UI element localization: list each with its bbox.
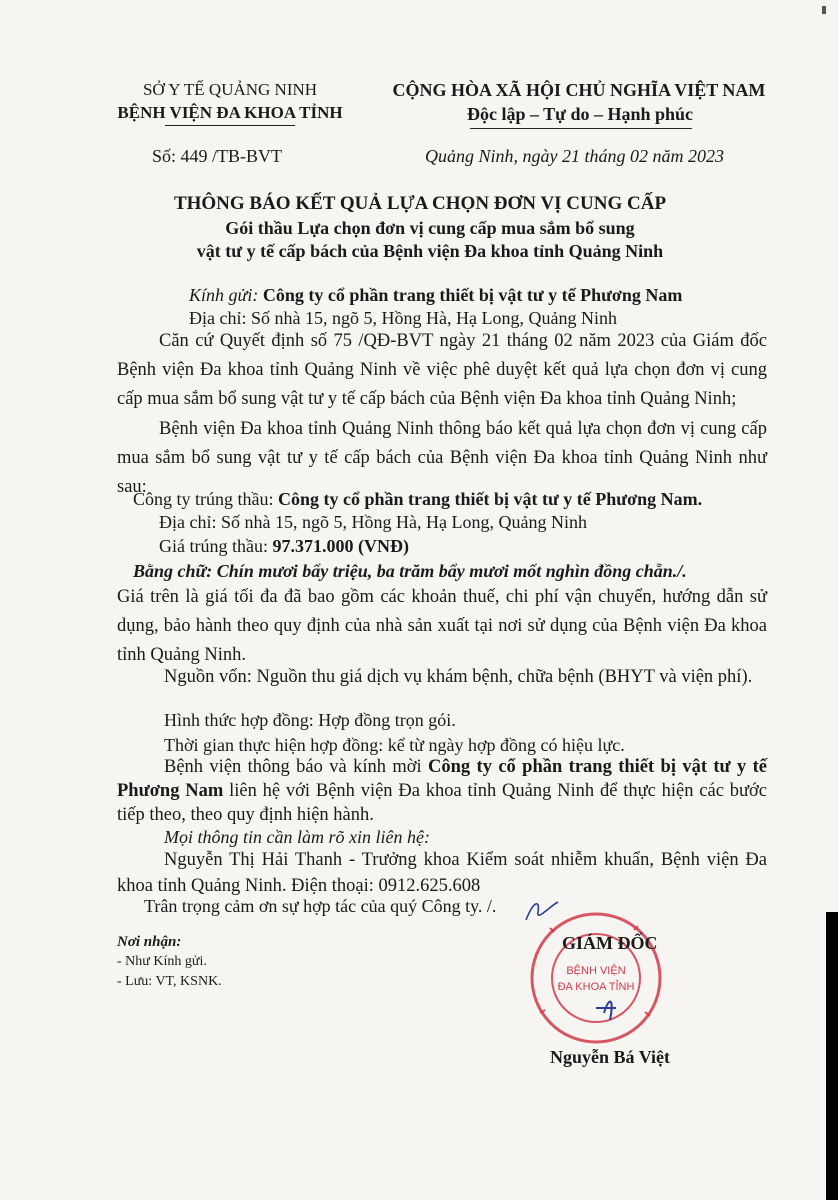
recipient-item-2: - Lưu: VT, KSNK.	[117, 974, 222, 989]
package-title-line1: Gói thầu Lựa chọn đơn vị cung cấp mua sắm bổ sung	[225, 218, 635, 238]
invitation-suffix: liên hệ với Bệnh viện Đa khoa tỉnh Quảng Ninh để thực hiện các bước tiếp theo, theo quy định hiện hành.	[117, 781, 767, 825]
stamp-line-2: ĐA KHOA TỈNH	[557, 981, 635, 993]
price-label: Giá trúng thầu:	[159, 536, 273, 556]
contract-form: Hình thức hợp đồng: Hợp đồng trọn gói.	[164, 710, 456, 730]
announcement-paragraph: Bệnh viện Đa khoa tỉnh Quảng Ninh thông báo kết quả lựa chọn đơn vị cung cấp mua sắm bổ sung vật tư y tế cấp bách của Bệnh viện Đa khoa tỉnh Quảng Ninh như sau:	[117, 419, 767, 497]
package-title-line2: vật tư y tế cấp bách của Bệnh viện Đa khoa tỉnh Quảng Ninh	[196, 241, 664, 261]
price-in-words: Bằng chữ: Chín mươi bẩy triệu, ba trăm bẩy mươi mốt nghìn đồng chẵn./.	[133, 561, 687, 581]
recipient-line	[189, 285, 682, 306]
contact-detail: Nguyễn Thị Hải Thanh - Trưởng khoa Kiểm soát nhiễm khuẩn, Bệnh viện Đa khoa tỉnh Quảng Ninh. Điện thoại: 0912.625.608	[117, 850, 767, 896]
winner-address: Địa chỉ: Số nhà 15, ngõ 5, Hồng Hà, Hạ Long, Quảng Ninh	[159, 512, 587, 532]
header-left-underline	[165, 125, 295, 126]
recipient-company: Công ty cổ phần trang thiết bị vật tư y tế Phương Nam	[262, 285, 683, 305]
recipient-label: Kính gửi:	[189, 285, 263, 305]
document-number: Số: 449 /TB-BVT	[152, 146, 283, 166]
document-date: Quảng Ninh, ngày 21 tháng 02 năm 2023	[425, 146, 724, 166]
stamp-line-1: BỆNH VIỆN	[566, 965, 626, 977]
funding-source: Nguồn vốn: Nguồn thu giá dịch vụ khám bệnh, chữa bệnh (BHYT và viện phí).	[164, 667, 753, 687]
scan-mark	[822, 6, 826, 14]
recipients-heading: Nơi nhận:	[117, 934, 182, 950]
signature-mark	[596, 1001, 616, 1020]
invitation-prefix: Bệnh viện thông báo và kính mời	[164, 757, 429, 777]
signature-flourish	[522, 896, 562, 926]
winner-company: Công ty cổ phần trang thiết bị vật tư y tế Phương Nam.	[278, 489, 703, 509]
price-note: Giá trên là giá tối đa đã bao gồm các khoản thuế, chi phí vận chuyển, hướng dẫn sử dụng, bảo hành theo quy định của nhà sản xuất tại nơi sử dụng của Bệnh viện Đa khoa tỉnh Quảng Ninh.	[117, 587, 767, 665]
signer-name: Nguyễn Bá Việt	[550, 1047, 671, 1067]
republic-name: CỘNG HÒA XÃ HỘI CHỦ NGHĨA VIỆT NAM	[392, 80, 766, 100]
legal-basis-paragraph: Căn cứ Quyết định số 75 /QĐ-BVT ngày 21 tháng 02 năm 2023 của Giám đốc Bệnh viện Đa khoa tỉnh Quảng Ninh về việc phê duyệt kết quả lựa chọn đơn vị cung cấp mua sắm bổ sung vật tư y tế cấp bách của Bệnh viện Đa khoa tỉnh Quảng Ninh;	[117, 331, 767, 409]
scan-edge-bar	[826, 912, 838, 1200]
price-value: 97.371.000 (VNĐ)	[272, 536, 409, 556]
hospital-name: BỆNH VIỆN ĐA KHOA TỈNH	[117, 103, 343, 122]
thanks-line: Trân trọng cảm ơn sự hợp tác của quý Công ty. /.	[144, 896, 497, 916]
recipient-item-1: - Như Kính gửi.	[117, 954, 207, 969]
national-motto: Độc lập – Tự do – Hạnh phúc	[466, 104, 694, 124]
recipient-address: Địa chỉ: Số nhà 15, ngõ 5, Hồng Hà, Hạ Long, Quảng Ninh	[189, 308, 617, 328]
invitation-paragraph	[117, 755, 767, 827]
price-line	[159, 536, 409, 557]
header-right-underline	[470, 128, 692, 129]
document-title: THÔNG BÁO KẾT QUẢ LỰA CHỌN ĐƠN VỊ CUNG CẤP	[173, 193, 667, 214]
winner-line	[133, 489, 702, 510]
department-name: SỞ Y TẾ QUẢNG NINH	[142, 80, 318, 99]
winner-label: Công ty trúng thầu:	[133, 489, 278, 509]
official-stamp	[526, 908, 666, 1048]
invitation-company: Công ty cổ phần trang thiết bị vật tư y tế Phương Nam	[117, 757, 767, 801]
contract-time: Thời gian thực hiện hợp đồng: kể từ ngày hợp đồng có hiệu lực.	[164, 735, 625, 755]
signer-title: GIÁM ĐỐC	[562, 933, 658, 953]
contact-heading: Mọi thông tin cần làm rõ xin liên hệ:	[164, 827, 430, 847]
